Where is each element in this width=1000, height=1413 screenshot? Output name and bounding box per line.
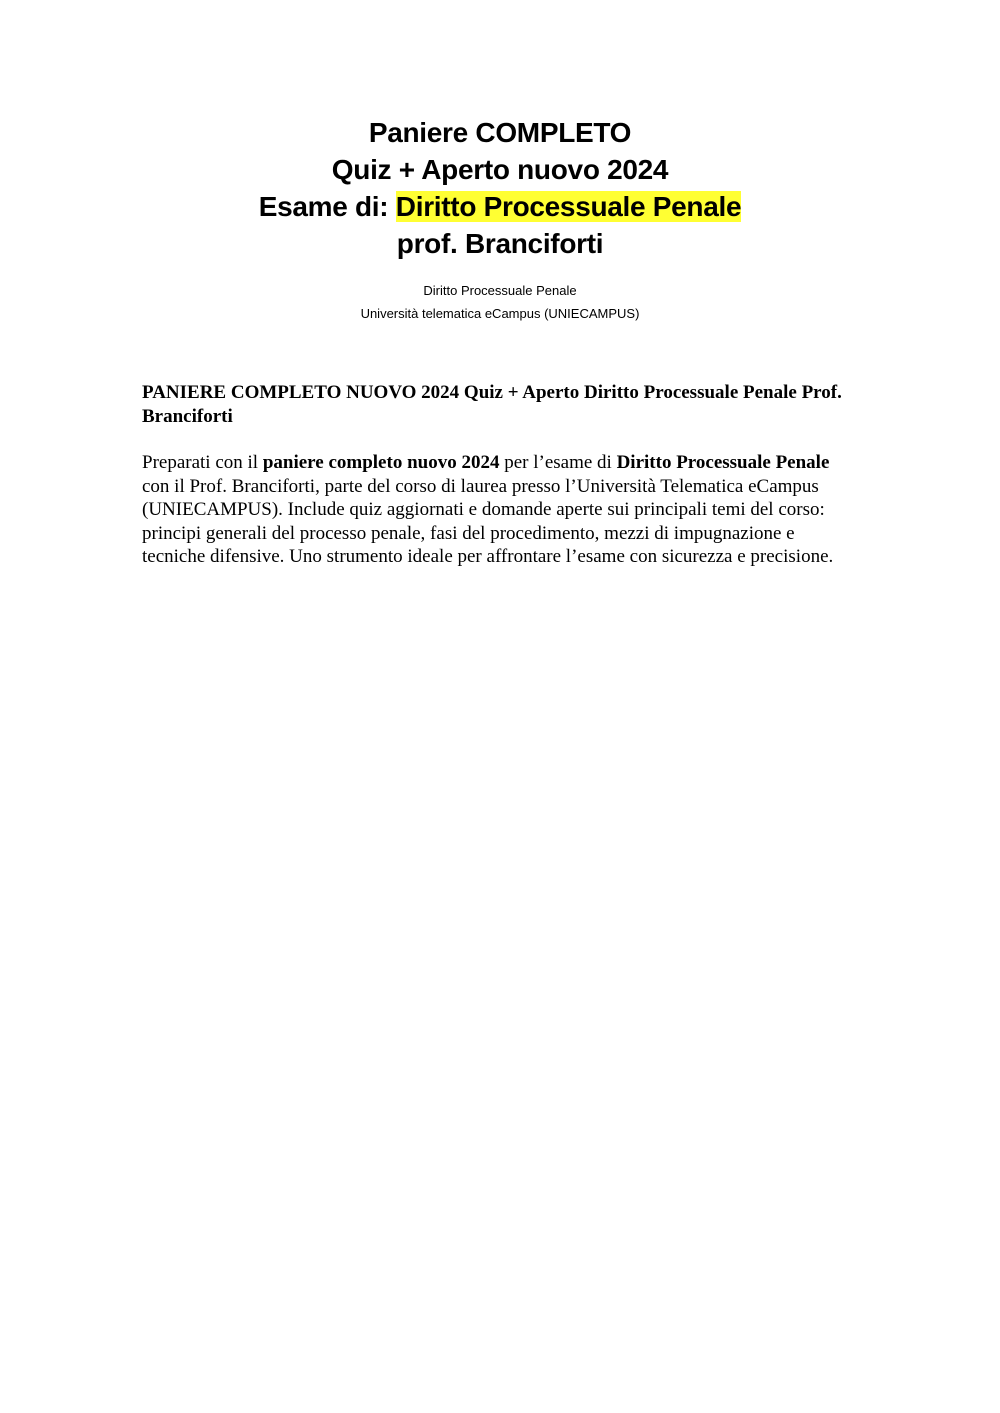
title-line-3 <box>0 188 1000 225</box>
subtitle-university: Università telematica eCampus (UNIECAMPUS) <box>360 306 640 321</box>
title-professor: prof. Branciforti <box>396 228 604 259</box>
paragraph-bold-subject: Diritto Processuale Penale <box>616 452 830 473</box>
title-exam-name-highlighted: Diritto Processuale Penale <box>395 191 742 222</box>
title-line-1: Paniere COMPLETO <box>368 117 632 148</box>
paragraph-text-2: per l’esame di <box>499 452 617 473</box>
paragraph-bold-product: paniere completo nuovo 2024 <box>262 452 500 473</box>
title-line-2: Quiz + Aperto nuovo 2024 <box>331 154 669 185</box>
document-subtitle <box>0 279 1000 325</box>
subtitle-course: Diritto Processuale Penale <box>423 283 577 298</box>
title-exam-prefix: Esame di: <box>258 191 396 222</box>
description-paragraph <box>142 451 858 569</box>
paragraph-text-3: con il Prof. Branciforti, parte del corso di laurea presso l’Università Telematica eCampus (UNIECAMPUS). Include quiz aggiornati e domande aperte sui principali temi del corso: principi generali del processo penale, fasi del procedimento, mezzi di impugnazione e tecniche difensive. Uno strumento ideale per affrontare l’esame con sicurezza e precisione. <box>142 475 834 567</box>
section-heading: PANIERE COMPLETO NUOVO 2024 Quiz + Aperto Diritto Processuale Penale Prof. Branciforti <box>142 382 842 427</box>
paragraph-text-1: Preparati con il <box>142 452 263 473</box>
document-body <box>142 381 858 569</box>
document-title <box>0 114 1000 262</box>
